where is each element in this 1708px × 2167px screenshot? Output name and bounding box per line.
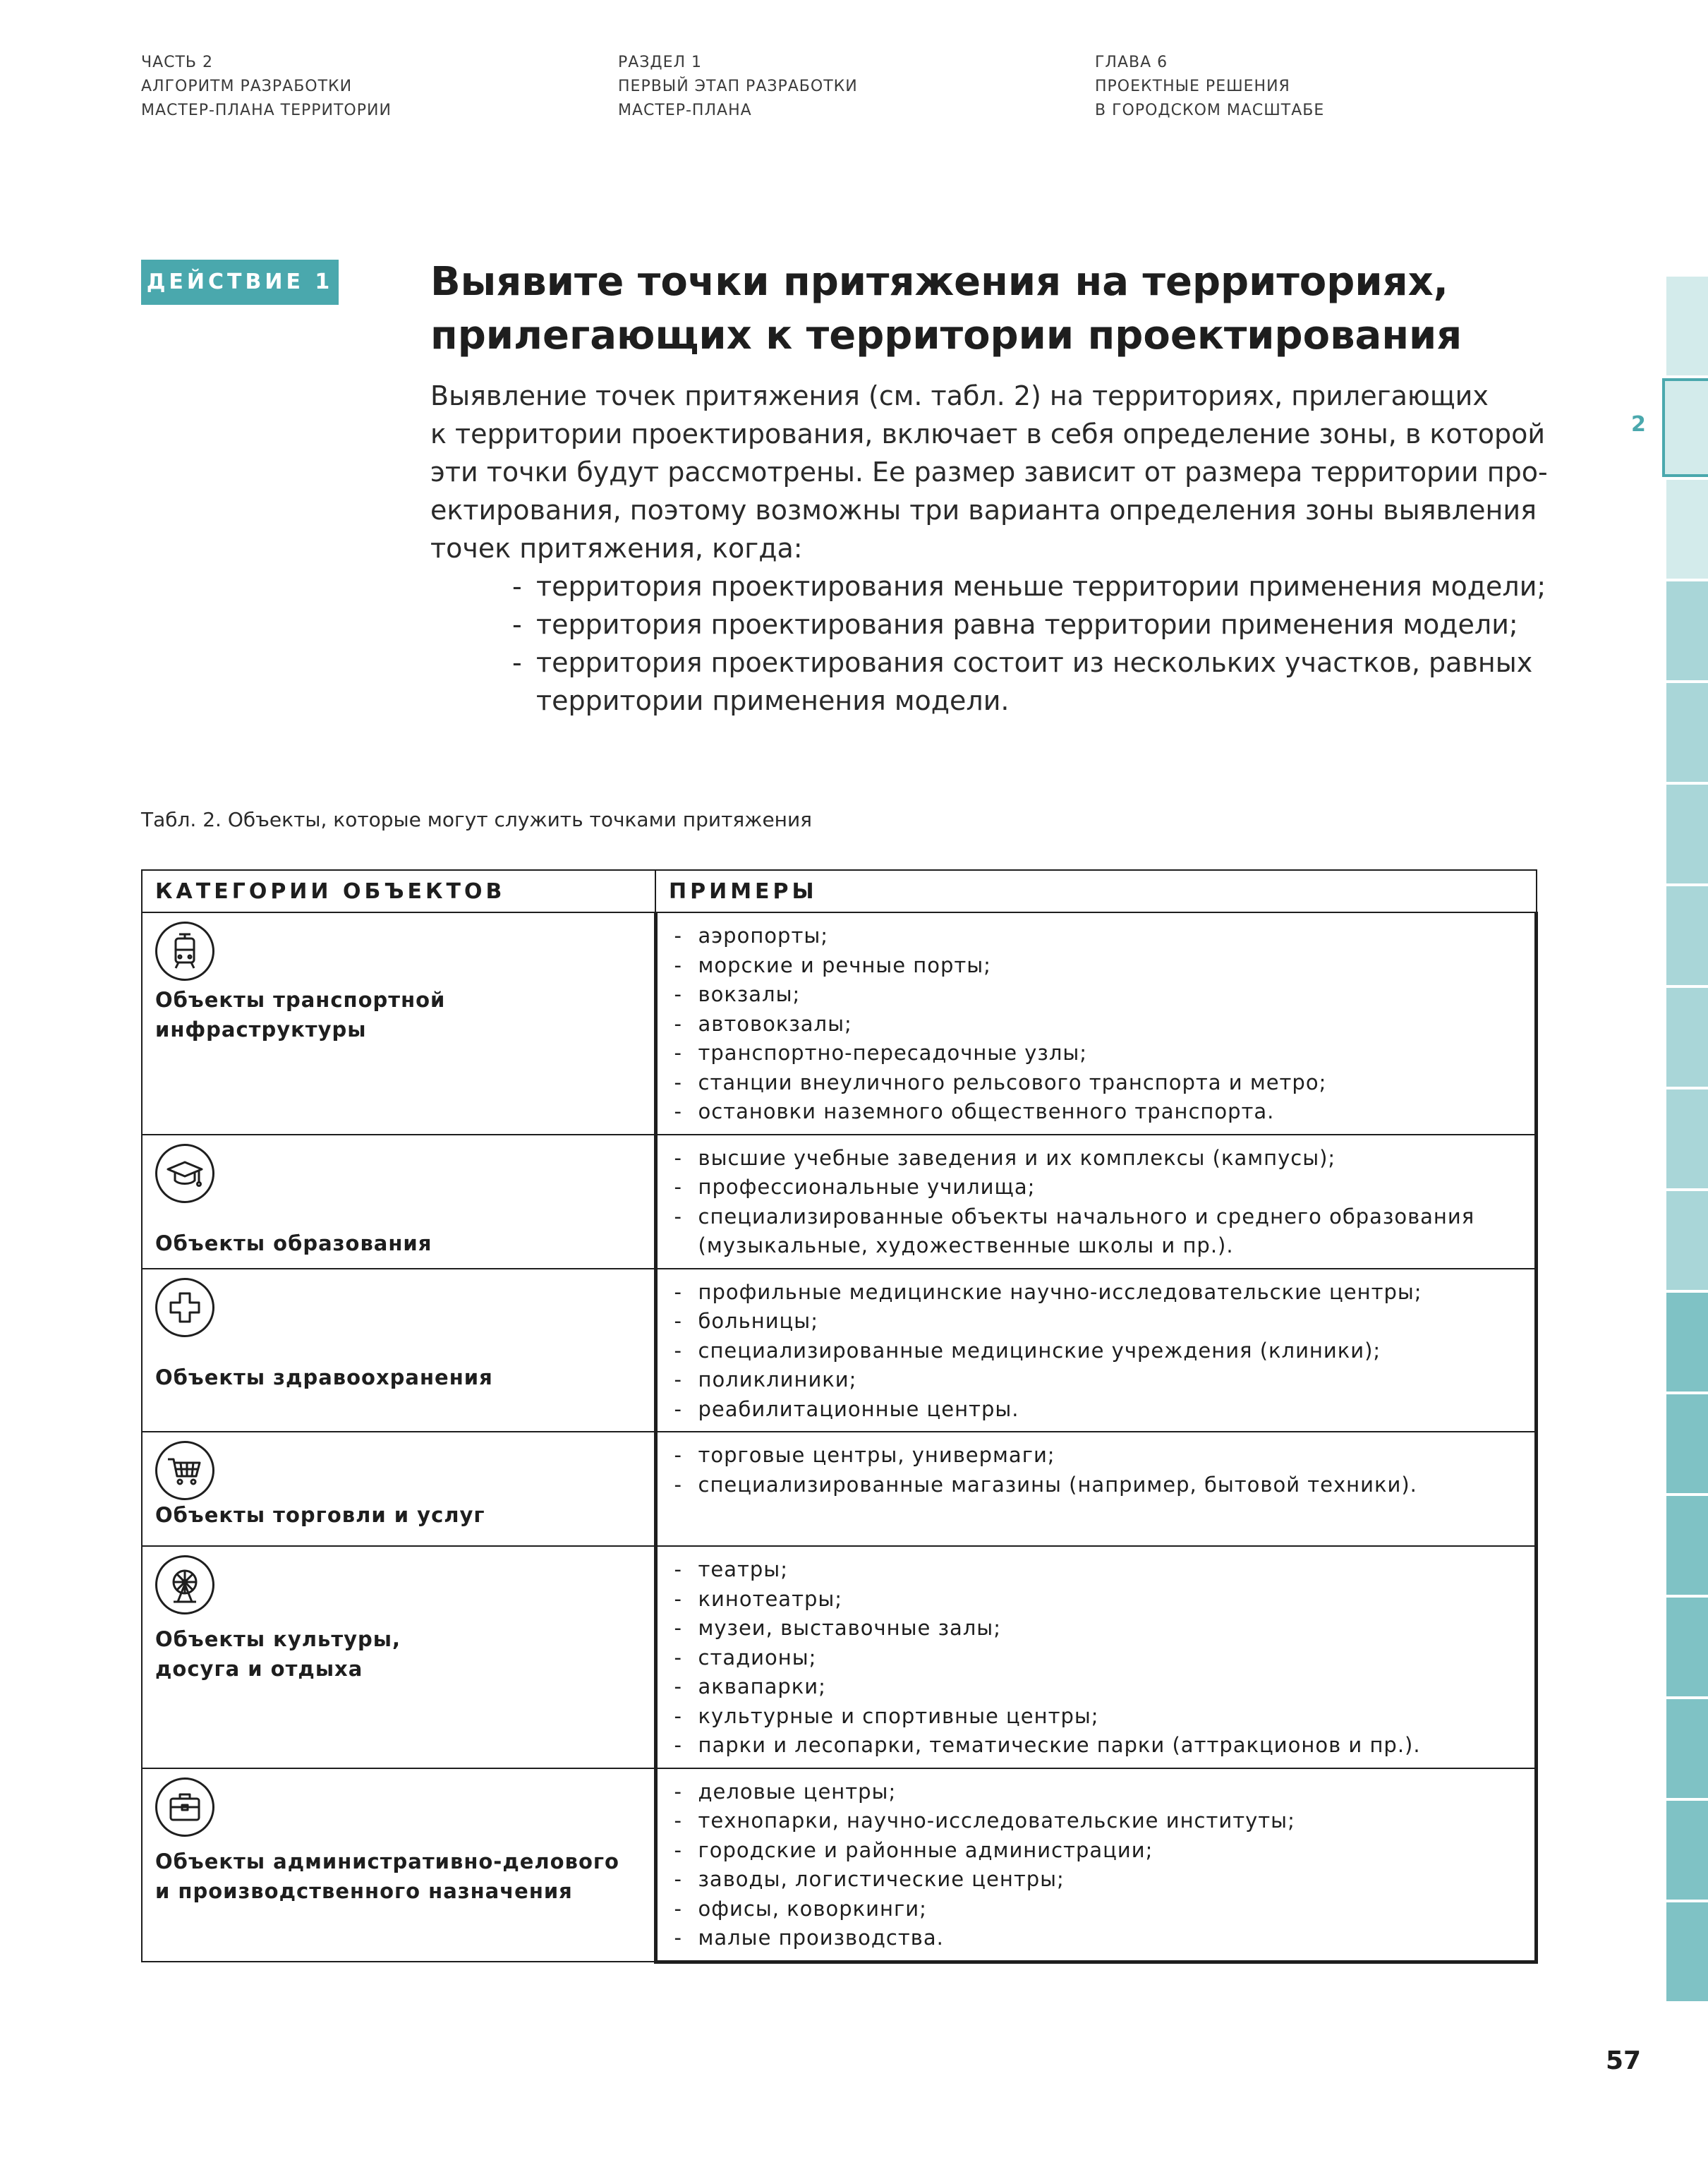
example-item: - профильные медицинские научно-исследовательские центры; [674,1278,1522,1308]
section-tab [1666,886,1708,985]
header-chapter-line: В ГОРОДСКОМ МАСШТАБЕ [1095,102,1325,119]
page-number: 57 [1606,2046,1642,2075]
examples-list [674,1777,1522,1953]
category-name-line: Объекты торговли и услуг [155,1503,485,1527]
example-item: - поликлиники; [674,1365,1522,1395]
category-cell [142,1135,655,1269]
intro-line: Выявление точек притяжения (см. табл. 2) на территориях, прилегающих [430,380,1489,411]
table-row [142,1546,1537,1768]
category-cell [142,1546,655,1768]
examples-cell [655,1768,1537,1962]
intro-line: ектирования, поэтому возможны три варианта определения зоны выявления [430,495,1537,526]
section-tab [1666,1598,1708,1696]
section-tabs [1666,277,1708,2004]
shopping-cart-icon [155,1441,214,1500]
example-item: - культурные и спортивные центры; [674,1702,1522,1732]
table-row [142,1135,1537,1269]
category-cell [142,1432,655,1546]
example-item: - вокзалы; [674,980,1522,1010]
category-cell [142,1768,655,1962]
examples-cell [655,912,1537,1135]
example-item: - театры; [674,1555,1522,1585]
intro-bullet: - территория проектирования равна территории применения модели; [512,605,1594,644]
header-part-line: АЛГОРИТМ РАЗРАБОТКИ [141,78,353,95]
section-tab [1666,1089,1708,1188]
header-section-line: МАСТЕР-ПЛАНА [618,102,752,119]
category-name-line: Объекты здравоохранения [155,1365,493,1389]
example-item: - специализированные объекты начального и среднего образования (музыкальные, художественные школы и пр.). [674,1202,1503,1261]
table-header-row [142,870,1537,912]
example-item: - стадионы; [674,1643,1522,1673]
intro-line: к территории проектирования, включает в себя определение зоны, в которой [430,418,1546,449]
example-item: - профессиональные училища; [674,1173,1522,1202]
column-header-categories: КАТЕГОРИИ ОБЪЕКТОВ [142,870,655,912]
example-item: - офисы, коворкинги; [674,1895,1522,1924]
example-item: - торговые центры, универмаги; [674,1441,1522,1471]
intro-bullet-list [430,567,1594,720]
example-item: - больницы; [674,1307,1522,1336]
example-item: - городские и районные администрации; [674,1836,1522,1866]
category-name [155,1624,641,1684]
header-part-line: ЧАСТЬ 2 [141,54,214,71]
category-name-line: инфраструктуры [155,1018,367,1042]
example-item: - специализированные магазины (например, бытовой техники). [674,1471,1522,1500]
category-name-line: и производственного назначения [155,1878,573,1903]
example-item: - аквапарки; [674,1672,1522,1702]
section-number: 2 [1631,412,1646,437]
section-tab [1666,1394,1708,1493]
header-chapter-line: ГЛАВА 6 [1095,54,1168,71]
examples-list [674,1555,1522,1761]
example-item: - кинотеатры; [674,1585,1522,1614]
header-section-line: РАЗДЕЛ 1 [618,54,703,71]
example-item: - транспортно-пересадочные узлы; [674,1039,1522,1068]
page-title-line: прилегающих к территории проектирования [430,313,1462,358]
example-item: - реабилитационные центры. [674,1395,1522,1425]
header-part [141,51,392,123]
section-tab [1666,988,1708,1087]
header-chapter [1095,51,1324,123]
objects-table [141,869,1538,1964]
column-header-examples: ПРИМЕРЫ [655,870,1537,912]
category-name [155,985,641,1044]
examples-cell [655,1546,1537,1768]
example-item: - станции внеуличного рельсового транспорта и метро; [674,1068,1522,1098]
table-caption: Табл. 2. Объекты, которые могут служить точками притяжения [141,808,813,831]
example-item: - остановки наземного общественного транспорта. [674,1097,1522,1127]
example-item: - парки и лесопарки, тематические парки (аттракционов и пр.). [674,1731,1522,1761]
page-title-line: Выявите точки притяжения на территориях, [430,259,1448,305]
graduation-cap-icon [155,1144,214,1203]
section-tab [1666,581,1708,680]
page-title [430,255,1559,363]
header-section-line: ПЕРВЫЙ ЭТАП РАЗРАБОТКИ [618,78,858,95]
briefcase-icon [155,1777,214,1837]
examples-list [674,1144,1522,1261]
section-tab [1666,1496,1708,1595]
intro-paragraph [430,377,1594,720]
section-tab [1666,683,1708,782]
category-name-line: Объекты культуры, [155,1627,401,1651]
table-row [142,912,1537,1135]
section-tab [1666,785,1708,883]
section-tab [1666,1293,1708,1392]
category-name [155,1847,641,1906]
section-tab [1666,1699,1708,1798]
section-tab-active [1662,378,1708,477]
tram-icon [155,922,214,981]
examples-cell [655,1135,1537,1269]
category-name-line: Объекты образования [155,1231,432,1255]
category-name-line: Объекты транспортной [155,988,446,1012]
header-chapter-line: ПРОЕКТНЫЕ РЕШЕНИЯ [1095,78,1290,95]
example-item: - деловые центры; [674,1777,1522,1807]
category-name-line: досуга и отдыха [155,1657,363,1681]
category-name [155,1229,641,1258]
section-tab [1666,480,1708,579]
table-row [142,1269,1537,1432]
section-tab [1666,1801,1708,1900]
examples-cell [655,1269,1537,1432]
ferris-wheel-icon [155,1555,214,1614]
example-item: - технопарки, научно-исследовательские институты; [674,1806,1522,1836]
examples-cell [655,1432,1537,1546]
examples-list [674,922,1522,1127]
header-section [618,51,858,123]
category-cell [142,912,655,1135]
examples-list [674,1441,1522,1499]
category-name-line: Объекты административно-делового [155,1849,619,1873]
category-cell [142,1269,655,1432]
intro-line: эти точки будут рассмотрены. Ее размер зависит от размера территории про- [430,457,1548,488]
category-name [155,1500,641,1530]
intro-line: точек притяжения, когда: [430,533,803,564]
section-tab [1666,1191,1708,1290]
intro-bullet: - территория проектирования состоит из нескольких участков, равных территории применения модели. [512,644,1552,720]
example-item: - морские и речные порты; [674,951,1522,981]
section-tab [1666,1902,1708,2001]
example-item: - музеи, выставочные залы; [674,1614,1522,1643]
example-item: - автовокзалы; [674,1010,1522,1039]
example-item: - малые производства. [674,1924,1522,1953]
table-row [142,1432,1537,1546]
table-row [142,1768,1537,1962]
example-item: - аэропорты; [674,922,1522,951]
action-badge: ДЕЙСТВИЕ 1 [141,260,339,305]
intro-bullet: - территория проектирования меньше территории применения модели; [512,567,1594,605]
examples-list [674,1278,1522,1425]
section-tab [1666,277,1708,375]
header-part-line: МАСТЕР-ПЛАНА ТЕРРИТОРИИ [141,102,392,119]
example-item: - заводы, логистические центры; [674,1865,1522,1895]
category-name [155,1363,641,1392]
medical-cross-icon [155,1278,214,1337]
example-item: - специализированные медицинские учреждения (клиники); [674,1336,1522,1366]
example-item: - высшие учебные заведения и их комплексы (кампусы); [674,1144,1522,1173]
